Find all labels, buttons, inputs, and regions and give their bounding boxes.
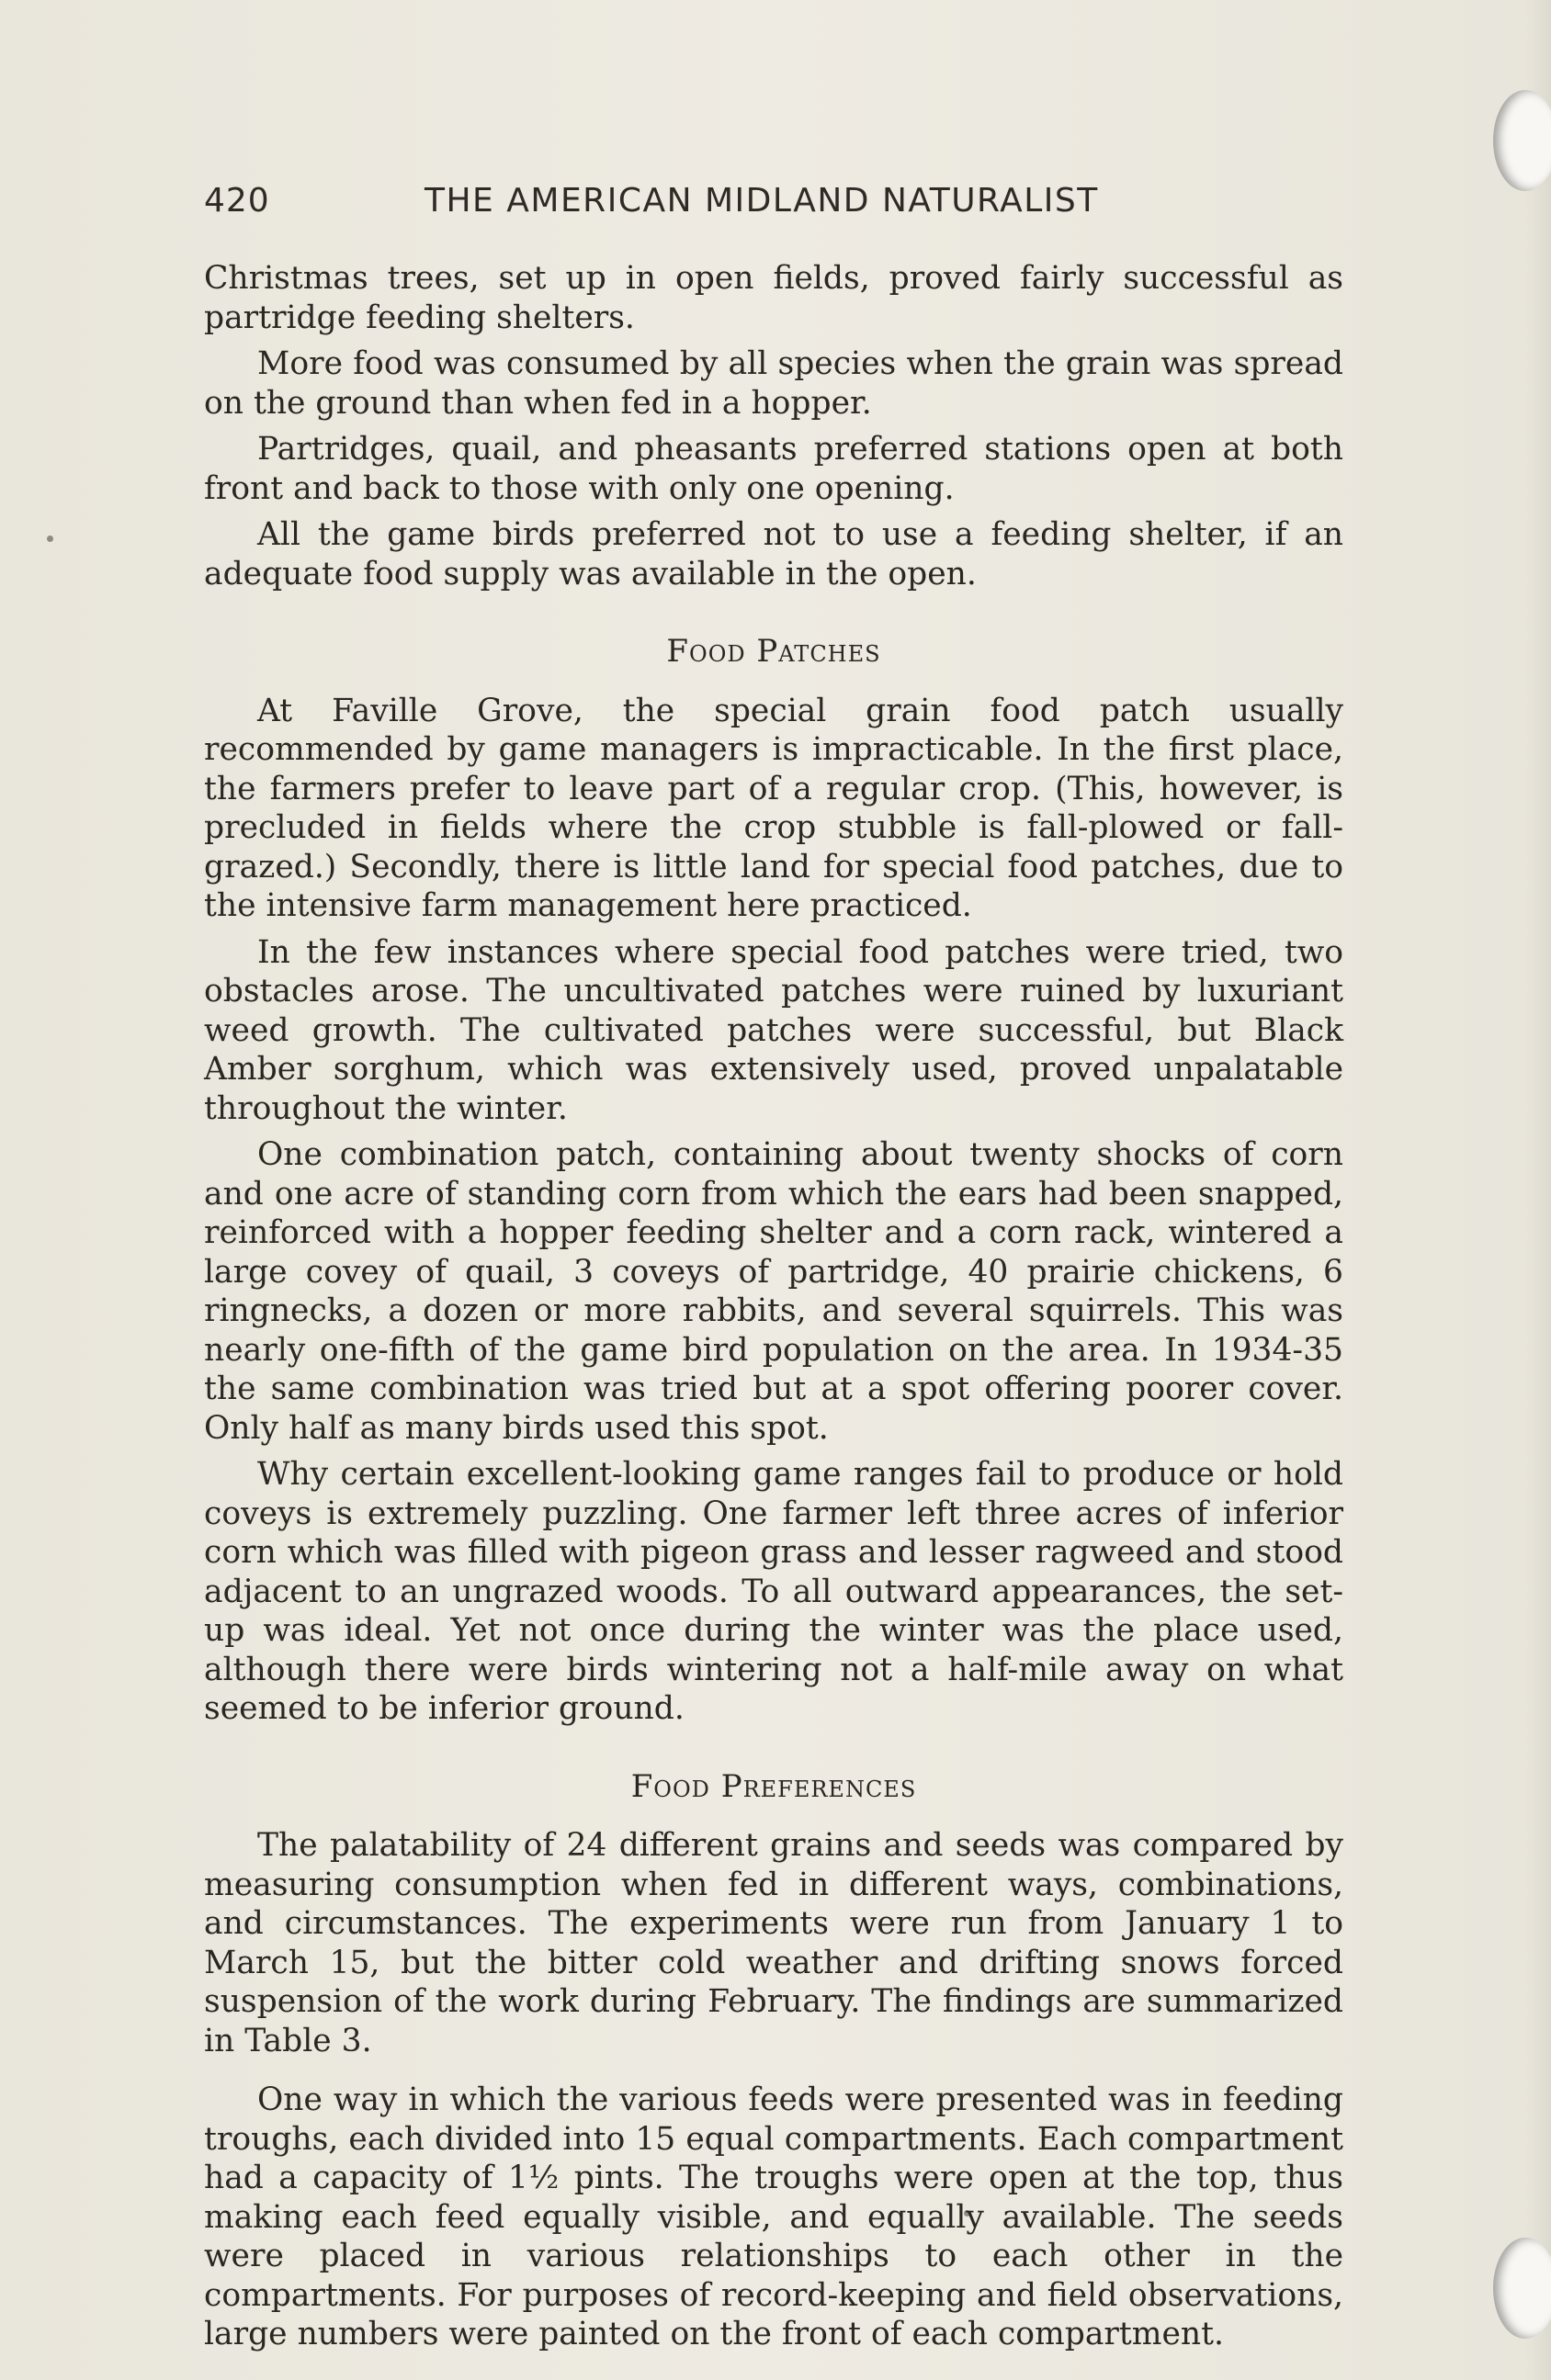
running-title: THE AMERICAN MIDLAND NATURALIST (425, 182, 1099, 220)
paragraph: One way in which the various feeds were presented was in feeding troughs, each divided into 15 equal compartments. Each compartment had a capacity of 1½ pints. The troughs were open at the top, thus making each feed equally visible, and equally available. The seeds were placed in various relationships to each other in the compartments. For purposes of record-keeping and field observations, large numbers were painted on the front of each compartment. (204, 2081, 1343, 2352)
binder-hole-bottom (1493, 2238, 1551, 2339)
section-heading-food-patches: Food Patches (666, 633, 881, 670)
paragraph: Christmas trees, set up in open fields, proved fairly successful as partridge feeding shelters. (204, 260, 1343, 336)
paragraph: One combination patch, containing about twenty shocks of corn and one acre of standing corn from which the ears had been snapped, reinforced with a hopper feeding shelter and a corn rack, wintered a large covey of quail, 3 coveys of partridge, 40 prairie chickens, 6 ringnecks, a dozen or more rabbits, and several squirrels. This was nearly one-fifth of the game bird population on the area. In 1934-35 the same combination was tried but at a spot offering poorer cover. Only half as many birds used this spot. (204, 1136, 1343, 1447)
section-heading-food-preferences: Food Preferences (630, 1767, 917, 1805)
paragraph: Partridges, quail, and pheasants preferred stations open at both front and back to those with only one opening. (204, 431, 1343, 507)
binder-hole-top (1493, 90, 1551, 191)
paragraph: At Faville Grove, the special grain food patch usually recommended by game managers is impracticable. In the first place, the farmers prefer to leave part of a regular crop. (This, however, is precluded in fields where the crop stubble is fall-plowed or fall-grazed.) Secondly, there is little land for special food patches, due to the intensive farm management here practiced. (204, 692, 1343, 924)
paragraph: All the game birds preferred not to use a feeding shelter, if an adequate food supply was available in the open. (204, 516, 1343, 592)
paragraph: The palatability of 24 different grains and seeds was compared by measuring consumption when fed in different ways, combinations, and circumstances. The experiments were run from January 1 to March 15, but the bitter cold weather and drifting snows forced suspension of the work during February. The findings are summarized in Table 3. (204, 1827, 1343, 2059)
page-edge-shadow (1525, 0, 1551, 2380)
paragraph: In the few instances where special food patches were tried, two obstacles arose. The uncultivated patches were ruined by luxuriant weed growth. The cultivated patches were successful, but Black Amber sorghum, which was extensively used, proved unpalatable throughout the winter. (204, 933, 1343, 1127)
body-text (204, 259, 1343, 2362)
page-header (204, 182, 1364, 228)
paragraph: Why certain excellent-looking game ranges fail to produce or hold coveys is extremely puzzling. One farmer left three acres of inferior corn which was filled with pigeon grass and lesser ragweed and stood adjacent to an ungrazed woods. To all outward appearances, the set-up was ideal. Yet not once during the winter was the place used, although there were birds wintering not a half-mile away on what seemed to be inferior ground. (204, 1456, 1343, 1727)
paper-speck (47, 536, 53, 542)
paragraph: More food was consumed by all species when the grain was spread on the ground than when fed in a hopper. (204, 345, 1343, 422)
page-number: 420 (204, 182, 270, 220)
